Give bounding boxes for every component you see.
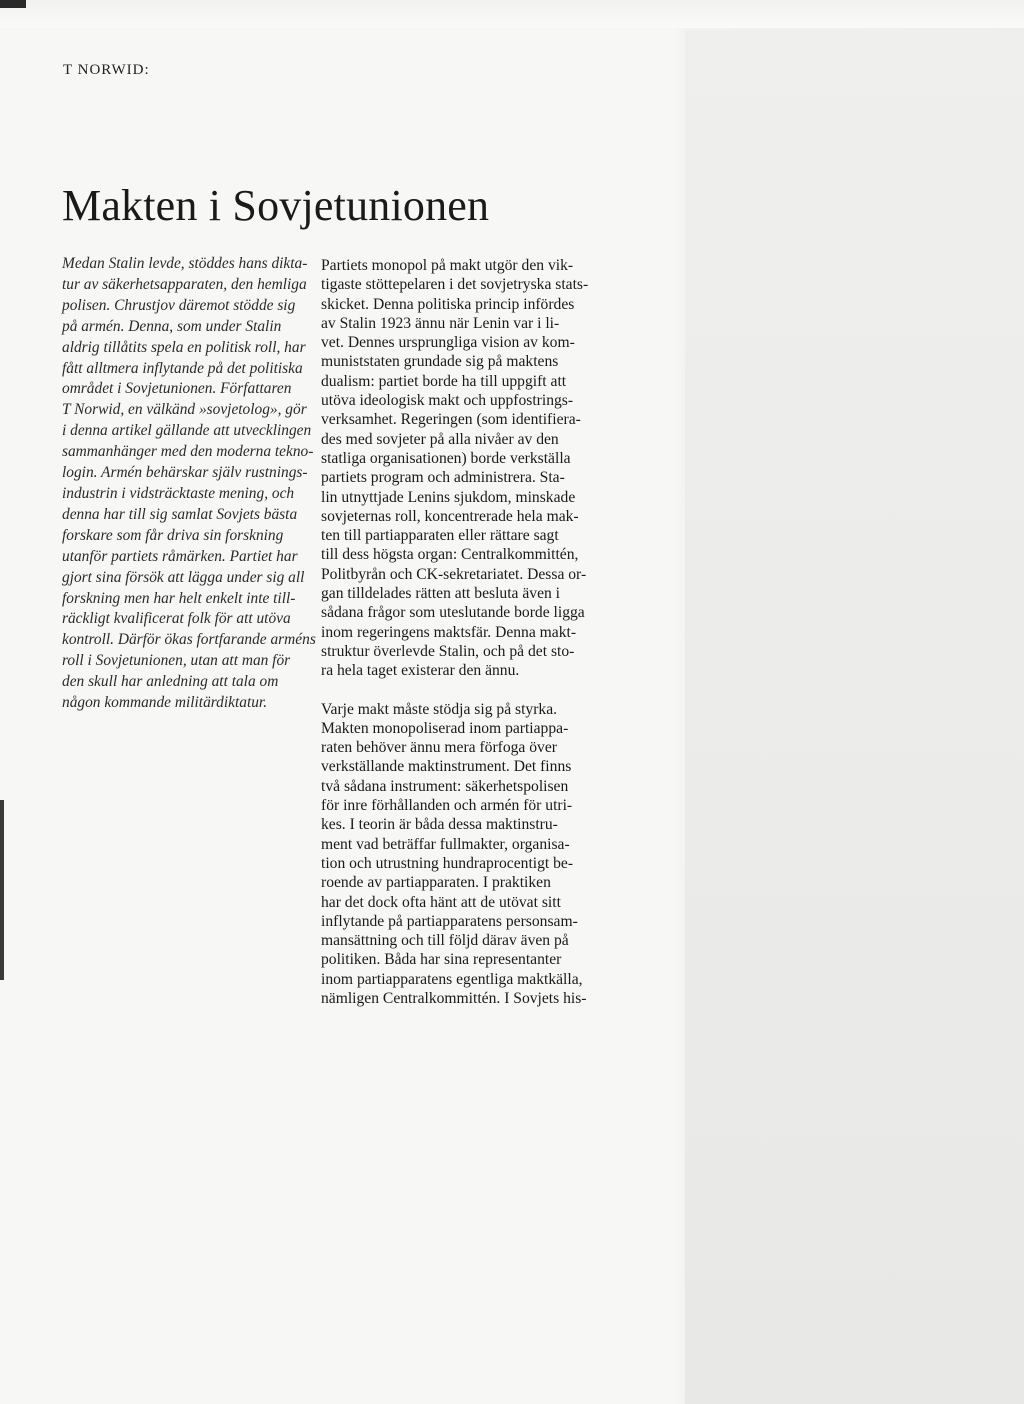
body-line: lin utnyttjade Lenins sjukdom, minskade bbox=[321, 488, 576, 506]
lead-line: i denna artikel gällande att utvecklingen bbox=[62, 422, 312, 440]
body-column bbox=[321, 256, 635, 1008]
lead-line: räckligt kvalificerat folk för att utöva bbox=[62, 610, 291, 628]
facing-page-shadow bbox=[685, 30, 1024, 1404]
lead-paragraph bbox=[62, 254, 316, 714]
body-line: inom partiapparatens egentliga maktkälla, bbox=[321, 970, 583, 988]
lead-line: forskare som får driva sin forskning bbox=[62, 526, 284, 544]
body-line: har det dock ofta hänt att de utövat sitt bbox=[321, 893, 561, 911]
lead-line: login. Armén behärskar själv rustnings- bbox=[62, 464, 308, 482]
body-line: politiken. Båda har sina representanter bbox=[321, 951, 562, 969]
body-line: skicket. Denna politiska princip infördes bbox=[321, 295, 575, 313]
lead-line: Medan Stalin levde, stöddes hans dikta- bbox=[62, 255, 308, 272]
body-line: partiets program och administrera. Sta- bbox=[321, 469, 565, 487]
body-line: ment vad beträffar fullmakter, organisa- bbox=[321, 835, 570, 853]
binding-edge bbox=[0, 800, 4, 980]
body-line: sovjeternas roll, koncentrerade hela mak- bbox=[321, 507, 579, 525]
lead-line: denna har till sig samlat Sovjets bästa bbox=[62, 505, 298, 523]
body-line: raten behöver ännu mera förfoga över bbox=[321, 739, 557, 757]
lead-line: gjort sina försök att lägga under sig all bbox=[62, 568, 305, 586]
lead-line: tur av säkerhetsapparaten, den hemliga bbox=[62, 275, 307, 293]
scan-edge-mark bbox=[0, 0, 26, 8]
lead-line: roll i Sovjetunionen, utan att man för bbox=[62, 652, 291, 670]
lead-line: utanför partiets råmärken. Partiet har bbox=[62, 547, 298, 565]
body-line: Politbyrån och CK-sekretariatet. Dessa or- bbox=[321, 565, 587, 583]
body-line: nämligen Centralkommittén. I Sovjets his- bbox=[321, 989, 587, 1007]
lead-line: polisen. Chrustjov däremot stödde sig bbox=[62, 296, 296, 314]
body-line: mansättning och till följd därav även på bbox=[321, 932, 569, 950]
lead-line: industrin i vidsträcktaste mening, och bbox=[62, 484, 295, 502]
body-line: sådana frågor som uteslutande borde ligga bbox=[321, 604, 585, 622]
top-edge-shadow bbox=[0, 0, 1024, 28]
body-line: dualism: partiet borde ha till uppgift att bbox=[321, 372, 567, 390]
author-header: T NORWID: bbox=[63, 62, 150, 78]
body-line: tion och utrustning hundraprocentigt be- bbox=[321, 854, 574, 872]
body-line: muniststaten grundade sig på maktens bbox=[321, 353, 559, 371]
lead-line: sammanhänger med den moderna tekno- bbox=[62, 443, 314, 461]
body-line: till dess högsta organ: Centralkommittén, bbox=[321, 546, 579, 564]
paragraph-gap bbox=[321, 681, 635, 700]
body-line: av Stalin 1923 ännu när Lenin var i li- bbox=[321, 314, 560, 332]
lead-line: aldrig tillåtits spela en politisk roll, har bbox=[62, 338, 306, 356]
body-line: två sådana instrument: säkerhetspolisen bbox=[321, 777, 569, 795]
body-line: kes. I teorin är båda dessa maktinstru- bbox=[321, 816, 558, 834]
body-line: utöva ideologisk makt och uppfostrings- bbox=[321, 392, 574, 410]
article-title: Makten i Sovjetunionen bbox=[62, 181, 490, 230]
body-line: roende av partiapparaten. I praktiken bbox=[321, 874, 551, 892]
body-line: ten till partiapparaten eller rättare sagt bbox=[321, 527, 559, 545]
body-line: verksamhet. Regeringen (som identifiera- bbox=[321, 411, 581, 429]
lead-line: någon kommande militärdiktatur. bbox=[62, 694, 268, 712]
body-line: verkställande maktinstrument. Det finns bbox=[321, 758, 572, 776]
lead-line: fått alltmera inflytande på det politiska bbox=[62, 359, 303, 377]
body-line: des med sovjeter på alla nivåer av den bbox=[321, 430, 559, 448]
body-line: statliga organisationen) borde verkställa bbox=[321, 449, 571, 467]
body-line: vet. Dennes ursprungliga vision av kom- bbox=[321, 334, 575, 352]
lead-line: kontroll. Därför ökas fortfarande arméns bbox=[62, 631, 316, 649]
lead-line: T Norwid, en välkänd »sovjetolog», gör bbox=[62, 401, 307, 419]
lead-line: forskning men har helt enkelt inte till- bbox=[62, 589, 296, 607]
body-line: inflytande på partiapparatens personsam- bbox=[321, 912, 578, 930]
body-line: Makten monopoliserad inom partiappa- bbox=[321, 719, 569, 737]
body-line: tigaste stöttepelaren i det sovjetryska stats- bbox=[321, 276, 589, 294]
body-line: Partiets monopol på makt utgör den vik- bbox=[321, 257, 574, 274]
body-line: ra hela taget existerar den ännu. bbox=[321, 662, 520, 680]
body-line: för inre förhållanden och armén för utri- bbox=[321, 797, 573, 815]
body-line: Varje makt måste stödja sig på styrka. bbox=[321, 700, 558, 718]
lead-line: området i Sovjetunionen. Författaren bbox=[62, 380, 292, 398]
lead-line: på armén. Denna, som under Stalin bbox=[62, 317, 282, 335]
body-line: gan tilldelades rätten att besluta även i bbox=[321, 585, 561, 603]
lead-line: den skull har anledning att tala om bbox=[62, 673, 279, 691]
body-line: struktur överlevde Stalin, och på det sto- bbox=[321, 642, 575, 660]
body-line: inom regeringens maktsfär. Denna makt- bbox=[321, 623, 577, 641]
